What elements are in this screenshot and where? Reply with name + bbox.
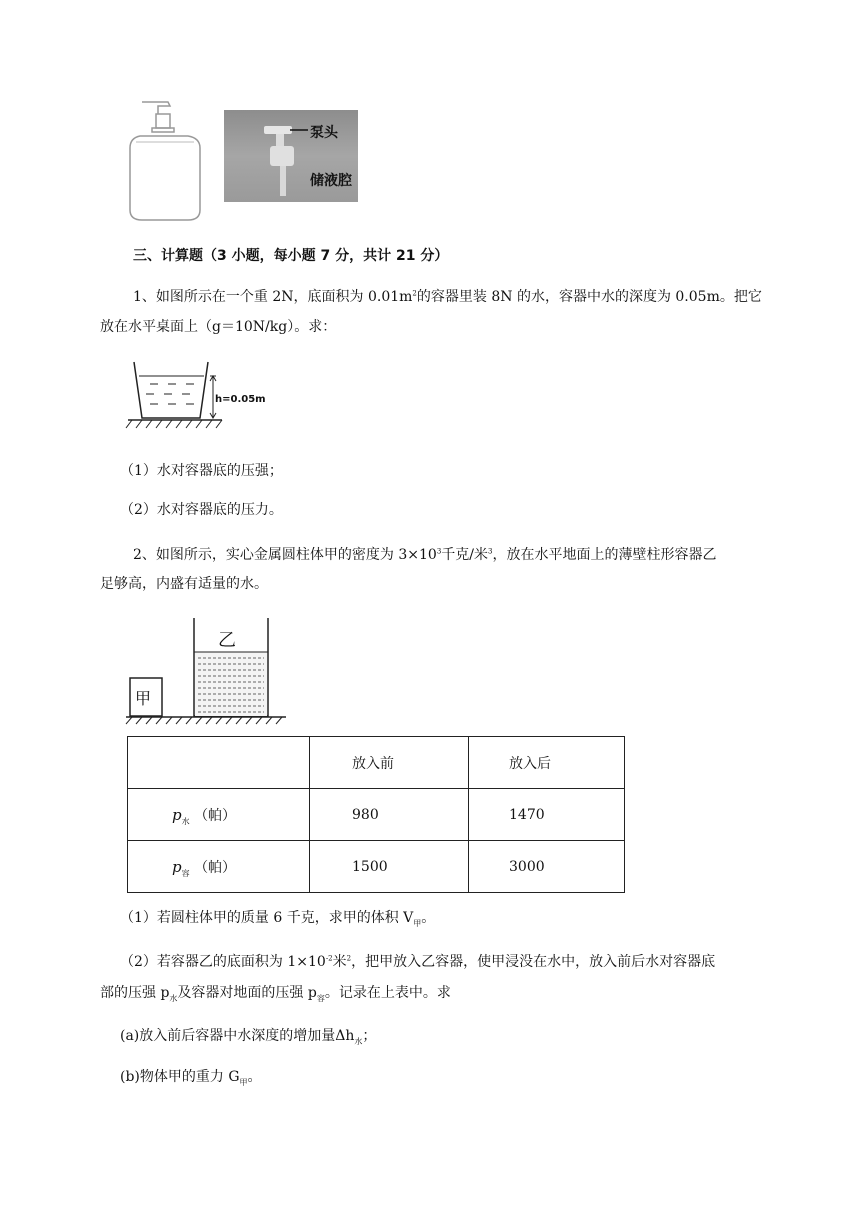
liquid-chamber-label: 储液腔 [310,173,352,189]
depth-label: h=0.05m [215,394,266,405]
cylinder-container-figure [124,614,290,732]
pump-head-label: 泵头 [310,125,338,141]
container-yi-label: 乙 [218,630,236,651]
table-header-cell [128,737,310,789]
pressure-table [127,736,625,893]
table-header-row [128,737,625,789]
pump-head-photo [224,110,358,202]
q1-stem-line2: 放在水平桌面上（g＝10N/kg）。求： [100,319,337,335]
q1-sub1: （1）水对容器底的压强； [120,463,283,479]
table-row [128,841,625,893]
table-header-cell: 放入后 [469,737,625,789]
table-row [128,789,625,841]
pump-bottle-figure [122,96,212,226]
cylinder-jia-label: 甲 [135,689,152,708]
row-label: $p_容$ （帕） [128,841,310,893]
q2-stem-line2: 足够高，内盛有适量的水。 [100,576,268,592]
table-cell: 3000 [469,841,625,893]
q2-sub2-line2: 部的压强 $p_水$及容器对地面的压强 $p_容$。记录在上表中。求 [100,985,451,1003]
q1-sub2: （2）水对容器底的压力。 [120,502,283,518]
table-cell: 1500 [310,841,469,893]
q1-stem-line1: 1、如图所示在一个重 2N，底面积为 $0.01m^2$的容器里装 8N 的水，容器中水的深度为 0.05m。把它 [133,289,762,305]
section-title: 三、计算题（3 小题，每小题 7 分，共计 21 分） [133,248,449,264]
table-header-cell: 放入前 [310,737,469,789]
row-label: $p_水$ （帕） [128,789,310,841]
q2-stem-line1: 2、如图所示，实心金属圆柱体甲的密度为 $3\times 10^3$千克/米$^3$，放在水平地面上的薄壁柱形容器乙 [133,547,717,563]
q2-sub2-line1: （2）若容器乙的底面积为 $1\times 10^{-2}$米$^2$，把甲放入乙容器，使甲浸没在水中，放入前后水对容器底 [120,954,716,970]
q2-part-b: (b)物体甲的重力 $G_甲$。 [120,1069,262,1087]
q2-part-a: (a)放入前后容器中水深度的增加量$\Delta h_水$； [120,1028,377,1046]
q2-sub1: （1）若圆柱体甲的质量 6 千克，求甲的体积 $V_甲$。 [120,910,436,928]
table-cell: 980 [310,789,469,841]
table-cell: 1470 [469,789,625,841]
beaker-depth-figure [124,356,284,432]
